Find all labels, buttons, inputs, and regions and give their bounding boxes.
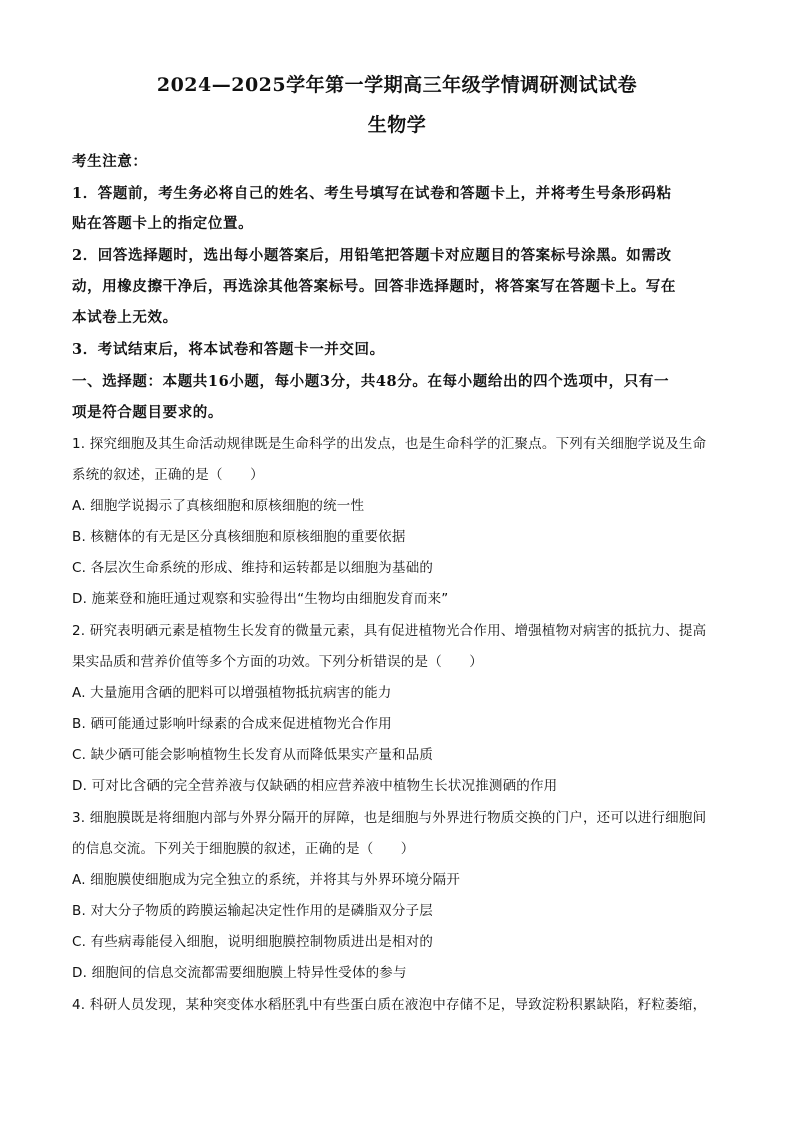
question-stem: 2. 研究表明硒元素是植物生长发育的微量元素，具有促进植物光合作用、增强植物对病害的抵抗力、提高 [72,623,707,639]
subject-title: 生物学 [367,114,427,136]
notice-item-2: 2．回答选择题时，选出每小题答案后，用铅笔把答题卡对应题目的答案标号涂黑。如需改 [72,247,672,264]
option-d: D. 可对比含硒的完全营养液与仅缺硒的相应营养液中植物生长状况推测硒的作用 [72,778,558,794]
section-heading: 一、选择题：本题共16小题，每小题3分，共48分。在每小题给出的四个选项中，只有一 [72,373,670,390]
notice-item-1: 1．答题前，考生务必将自己的姓名、考生号填写在试卷和答题卡上，并将考生号条形码粘 [72,185,672,202]
option-a: A. 大量施用含硒的肥料可以增强植物抵抗病害的能力 [72,685,392,701]
option-b: B. 核糖体的有无是区分真核细胞和原核细胞的重要依据 [72,529,406,545]
question-stem-cont: 的信息交流。下列关于细胞膜的叙述，正确的是（ ） [72,841,415,857]
option-c: C. 各层次生命系统的形成、维持和运转都是以细胞为基础的 [72,560,434,576]
option-d: D. 细胞间的信息交流都需要细胞膜上特异性受体的参与 [72,965,407,981]
option-c: C. 缺少硒可能会影响植物生长发育从而降低果实产量和品质 [72,747,434,763]
question-stem: 1. 探究细胞及其生命活动规律既是生命科学的出发点，也是生命科学的汇聚点。下列有关细胞学说及生命 [72,436,707,452]
question-stem: 4. 科研人员发现，某种突变体水稻胚乳中有些蛋白质在液泡中存储不足，导致淀粉积累缺陷，籽粒萎缩， [72,997,707,1013]
notice-item-1-cont: 贴在答题卡上的指定位置。 [72,215,254,232]
option-a: A. 细胞膜使细胞成为完全独立的系统，并将其与外界环境分隔开 [72,872,461,888]
option-a: A. 细胞学说揭示了真核细胞和原核细胞的统一性 [72,498,365,514]
notice-item-2-cont2: 本试卷上无效。 [72,309,178,326]
option-c: C. 有些病毒能侵入细胞，说明细胞膜控制物质进出是相对的 [72,934,434,950]
question-stem-cont: 系统的叙述，正确的是（ ） [72,467,264,483]
question-stem-cont: 果实品质和营养价值等多个方面的功效。下列分析错误的是（ ） [72,654,483,670]
option-b: B. 硒可能通过影响叶绿素的合成来促进植物光合作用 [72,716,392,732]
section-heading-cont: 项是符合题目要求的。 [72,404,223,421]
option-b: B. 对大分子物质的跨膜运输起决定性作用的是磷脂双分子层 [72,903,433,919]
notice-item-3: 3．考试结束后，将本试卷和答题卡一并交回。 [72,341,385,358]
exam-title: 2024—2025学年第一学期高三年级学情调研测试试卷 [156,74,638,96]
option-d: D. 施莱登和施旺通过观察和实验得出“生物均由细胞发育而来” [72,591,449,607]
notice-item-2-cont: 动，用橡皮擦干净后，再选涂其他答案标号。回答非选择题时，将答案写在答题卡上。写在 [72,278,676,295]
notice-heading: 考生注意： [72,153,148,170]
question-stem: 3. 细胞膜既是将细胞内部与外界分隔开的屏障，也是细胞与外界进行物质交换的门户，还可以进行细胞间 [72,810,707,826]
